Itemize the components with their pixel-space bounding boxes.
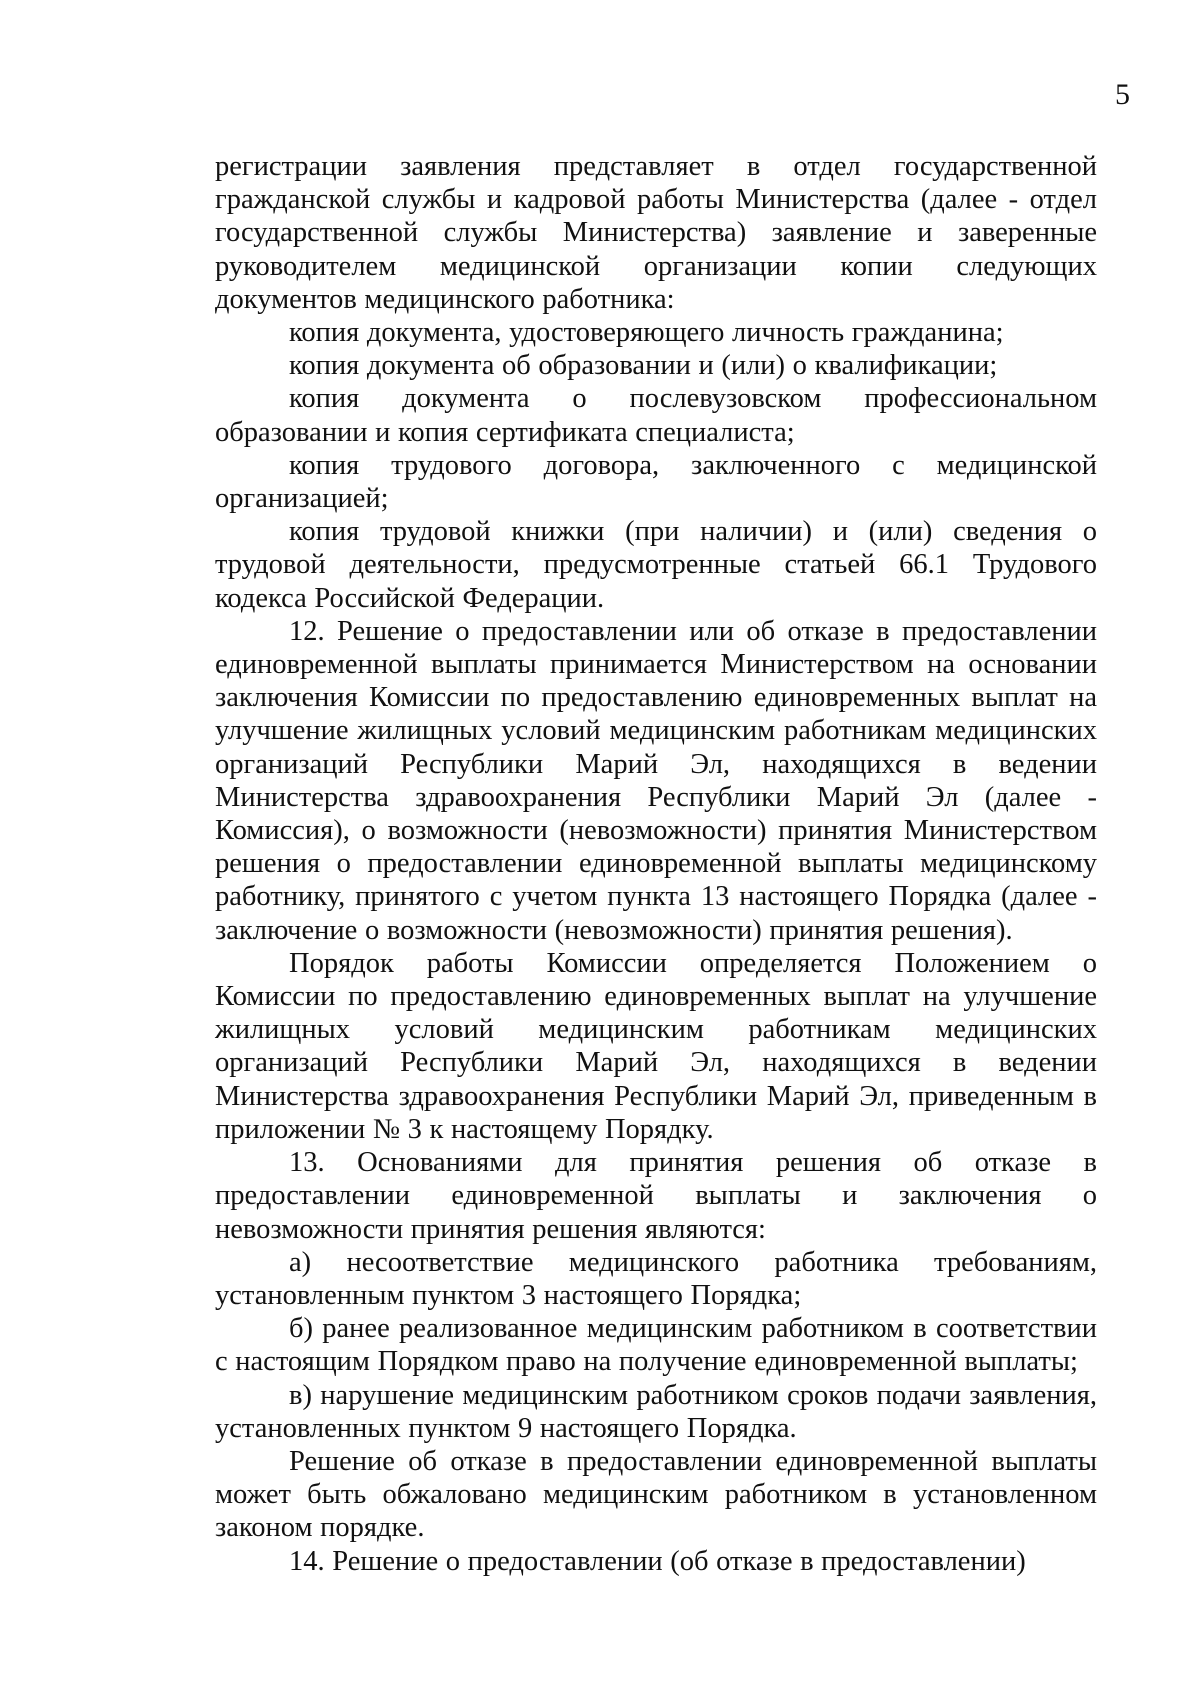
paragraph-item-13b: б) ранее реализованное медицинским работником в соответствии с настоящим Порядком право на получение единовременной выплаты;	[215, 1313, 1097, 1378]
paragraph-identity-copy: копия документа, удостоверяющего личность гражданина;	[289, 317, 1004, 349]
page-number: 5	[1115, 78, 1130, 111]
document-body	[215, 150, 1097, 1578]
paragraph-contract-copy: копия трудового договора, заключенного с медицинской организацией;	[215, 449, 1097, 515]
paragraph-item-13c: в) нарушение медицинским работником сроков подачи заявления, установленных пунктом 9 настоящего Порядка.	[215, 1379, 1097, 1444]
paragraph-item-13: 13. Основаниями для принятия решения об отказе в предоставлении единовременной выплаты и заключения о невозможности принятия решения являются:	[215, 1147, 1097, 1245]
paragraph-workbook-copy: копия трудовой книжки (при наличии) и (или) сведения о трудовой деятельности, предусмотренные статьей 66.1 Трудового кодекса Российской Федерации.	[215, 516, 1097, 614]
paragraph-education-copy: копия документа об образовании и (или) о квалификации;	[289, 350, 998, 382]
paragraph-item-12: 12. Решение о предоставлении или об отказе в предоставлении единовременной выплаты принимается Министерством на основании заключения Комиссии по предоставлению единовременных выплат на улучшение жилищных условий медицинским работникам медицинских организаций Республики Марий Эл, находящихся в ведении Министерства здравоохранения Республики Марий Эл (далее - Комиссия), о возможности (невозможности) принятия Министерством решения о предоставлении единовременной выплаты медицинскому работнику, принятого с учетом пункта 13 настоящего Порядка (далее - заключение о возможности (невозможности) принятия решения).	[215, 615, 1097, 946]
paragraph-item-13a: а) несоответствие медицинского работника требованиям, установленным пунктом 3 настоящего Порядка;	[215, 1246, 1097, 1311]
paragraph-item-14: 14. Решение о предоставлении (об отказе в предоставлении)	[289, 1545, 1026, 1577]
paragraph-commission-procedure: Порядок работы Комиссии определяется Положением о Комиссии по предоставлению единовременных выплат на улучшение жилищных условий медицинским работникам медицинских организаций Республики Марий Эл, находящихся в ведении Министерства здравоохранения Республики Марий Эл, приведенным в приложении № 3 к настоящему Порядку.	[215, 947, 1097, 1145]
paragraph-appeal: Решение об отказе в предоставлении единовременной выплаты может быть обжаловано медицинским работником в установленном законом порядке.	[215, 1445, 1097, 1544]
paragraph-postgraduate-copy: копия документа о послевузовском профессиональном образовании и копия сертификата специалиста;	[215, 383, 1097, 448]
paragraph-registration: регистрации заявления представляет в отдел государственной гражданской службы и кадровой работы Министерства (далее - отдел государственной службы Министерства) заявление и заверенные руководителем медицинской организации копии следующих документов медицинского работника:	[215, 151, 1097, 315]
